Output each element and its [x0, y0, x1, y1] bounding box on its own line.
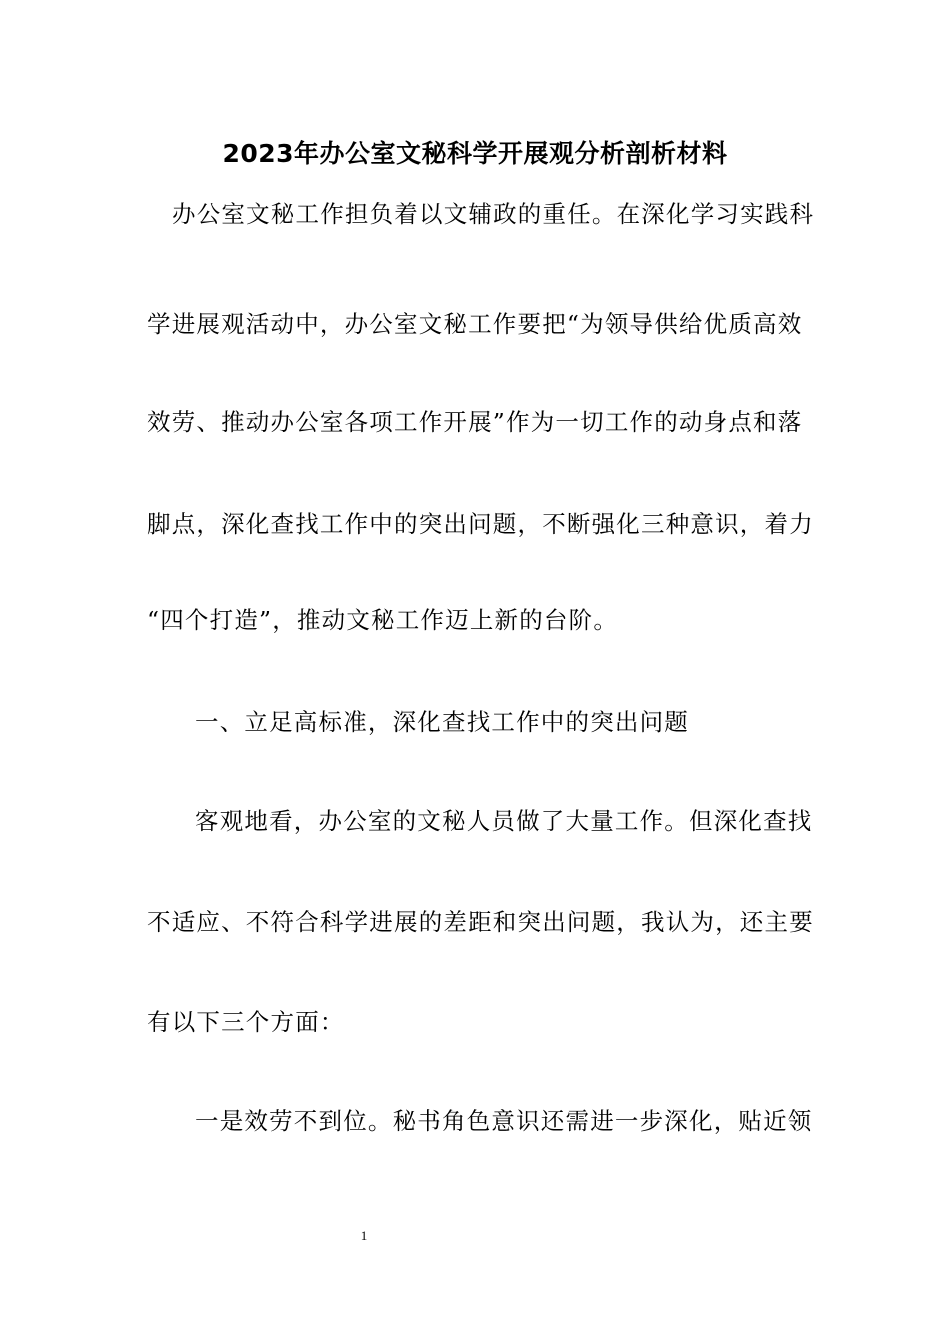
- document-title: 2023年办公室文秘科学开展观分析剖析材料: [222, 139, 728, 168]
- paragraph-3-line-1: 一是效劳不到位。秘书角色意识还需进一步深化，贴近领: [195, 1107, 813, 1135]
- paragraph-1-line-5: “四个打造”，推动文秘工作迈上新的台阶。: [147, 606, 619, 634]
- paragraph-1-line-3: 效劳、推动办公室各项工作开展”作为一切工作的动身点和落: [147, 408, 803, 436]
- paragraph-2-line-2: 不适应、不符合科学进展的差距和突出问题，我认为，还主要: [147, 908, 814, 936]
- paragraph-1-line-2: 学进展观活动中，办公室文秘工作要把“为领导供给优质高效: [147, 310, 803, 338]
- paragraph-1-line-1: 办公室文秘工作担负着以文辅政的重任。在深化学习实践科: [172, 200, 815, 228]
- paragraph-1-line-4: 脚点，深化查找工作中的突出问题，不断强化三种意识，着力: [147, 510, 814, 538]
- paragraph-2-line-3: 有以下三个方面：: [147, 1008, 345, 1036]
- page-number: 1: [360, 1228, 368, 1243]
- section-heading-1: 一、立足高标准，深化查找工作中的突出问题: [195, 708, 689, 736]
- paragraph-2-line-1: 客观地看，办公室的文秘人员做了大量工作。但深化查找: [195, 807, 813, 835]
